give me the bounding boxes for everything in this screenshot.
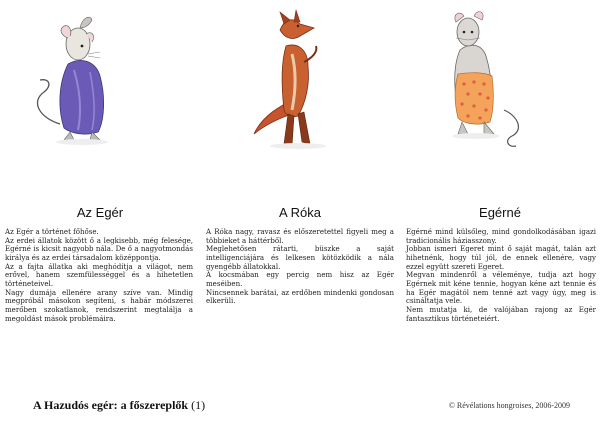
description-paragraph: Nem mutatja ki, de valójában rajong az Egér fantasztikus történeteiért. [406,304,596,323]
document-title [33,398,205,413]
mouse-in-apron-icon [400,6,600,156]
description-paragraph: A Róka nagy, ravasz és előszeretettel figyeli meg a többieket a háttérből. [206,227,394,245]
description-paragraph: Meglehetősen rátarti, büszke a saját intelligenciájára és lelkesen kötözködik a nála gyengébb állatokkal. [206,244,394,271]
document-title-text: A Hazudós egér: a főszereplők [33,398,189,412]
description-paragraph: Jobban ismeri Egeret mint ő saját magát, talán azt hihetnénk, hogy túl jól, de ennek ellenére, vagy ezzel együtt szereti Egeret. [406,244,596,271]
character-column-fox [200,0,400,400]
standing-fox-icon [200,6,400,156]
description-paragraph: Nagy dumája ellenére arany szíve van. Mindig megpróbál másokon segíteni, s habár módszerei merőben szokatlanok, rendszerint megtalálja a megoldást mások problémáira. [5,287,193,323]
character-column-mouse [0,0,200,400]
character-name: Egérné [479,205,521,220]
character-description [406,228,596,323]
character-name: Az Egér [76,205,124,220]
description-paragraph: Egérné mind külsőleg, mind gondolkodásában igazi tradicionális háziasszony. [406,227,596,245]
description-paragraph: Megvan mindenről a véleménye, tudja azt hogy Egérnek mit kéne tennie, hogyan kéne azt tennie és ha Egér magától nem tenné azt vagy úgy, meg is csináltatja vele. [406,270,596,306]
character-column-mrs-mouse [400,0,600,400]
description-paragraph: A kocsmában egy percig nem hisz az Egér meséiben. [206,270,394,288]
character-description [5,228,193,323]
page-number: (1) [191,398,206,412]
mouse-in-purple-coat-icon [0,6,200,156]
copyright-notice: © Révélations hongroises, 2006-2009 [448,401,570,410]
description-paragraph: Az erdei állatok között ő a legkisebb, még felesége, Egérné is kicsit nagyobb nála. De ő a nagyotmondás királya és az erdei társadalom középpontja. [5,235,193,262]
character-name: A Róka [279,205,321,220]
character-description [206,228,394,306]
description-paragraph: Az Egér a történet főhőse. [5,227,99,236]
description-paragraph: Nincsennek barátai, az erdőben mindenki gondosan elkerüli. [206,287,394,306]
description-paragraph: Az a fajta állatka aki meghódítja a világot, nem erővel, hanem szemfülességgel és a hihetetlen történeteivel. [5,261,193,288]
